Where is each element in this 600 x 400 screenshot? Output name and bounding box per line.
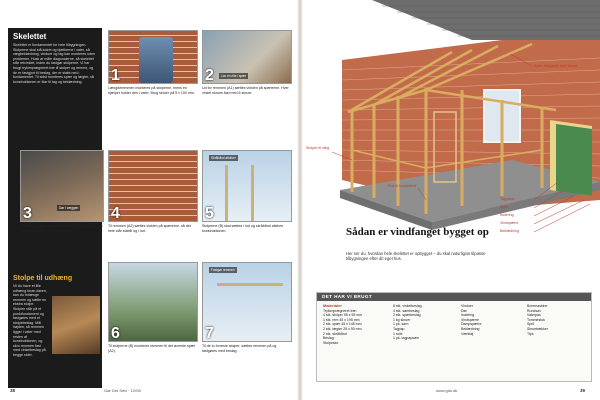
- materials-box-title: DET HAR VI BRUGT: [317, 293, 591, 301]
- worker-figure: [139, 37, 173, 83]
- step-number: 6: [111, 325, 120, 342]
- folio-text-left: Gør Det Selv · 12/08: [104, 388, 141, 393]
- materials-line: Skruetrækker: [527, 326, 549, 331]
- article-subhead: Her ser du, hvordan hele skelettet er opbygget – du skal naturligvis tilpasse tilbygningen efter dit eget hus.: [346, 251, 486, 262]
- materials-line: Tommestok: [527, 317, 545, 322]
- materials-line: 1 rulle: [393, 331, 403, 336]
- callout-rafter: Spær: [500, 205, 509, 209]
- step-photo-5: [202, 150, 292, 222]
- materials-line: Dør: [461, 308, 467, 313]
- materials-heading: Materialer: [323, 303, 342, 308]
- post: [225, 165, 228, 222]
- step-caption-2: [202, 86, 292, 95]
- caption-text: Til stolperne (B) monteres remmen til det øverste spær (A2).: [108, 344, 196, 353]
- callout-cladding: Beklædning: [500, 229, 519, 233]
- materials-line: Vindspærre: [461, 317, 480, 322]
- article-headline: Sådan er vindfanget bygget op: [346, 226, 489, 238]
- folio-url-right: www.gds.dk: [436, 388, 458, 393]
- caption-text: Ud for remmen (A1) sættes vinklen på spærerne. Hver vinkel skrues fast med 6 skruer.: [202, 86, 289, 95]
- step-number: 4: [111, 205, 120, 222]
- materials-line: Beslag:: [323, 336, 335, 341]
- materials-line: Trykimprægneret træ:: [323, 308, 357, 313]
- callout-insulation: Isolering: [500, 213, 514, 217]
- materials-line: Vinduer: [461, 304, 474, 308]
- step-number: 2: [205, 67, 214, 84]
- materials-line: 4 stk. sømbeslag: [393, 308, 420, 313]
- caption-text: Til remmen, lige under spærene, skrues remmen på stolperne med 5 x 80 mm skruer.: [20, 224, 103, 233]
- step-photo-7: [202, 262, 292, 342]
- photo-label: Skråbånd afstiver: [211, 156, 236, 160]
- materials-line: Tips: [527, 331, 534, 336]
- materials-line: Tagpap: [393, 326, 405, 331]
- caption-text: Til remmen (A2) sættes vinklen på spærerne, så det hele står stabilt og i lod.: [108, 224, 191, 233]
- step-caption-1: [108, 86, 198, 95]
- step-caption-7: [202, 344, 292, 353]
- materials-line: 2 stk. lægter 25 x 50 mm: [323, 326, 362, 331]
- materials-column-4: [527, 304, 589, 336]
- materials-line: Rundsav: [527, 308, 541, 313]
- caption-text: Til de to forreste stolper, sættes remmen på og fastgøres med beslag.: [202, 344, 277, 353]
- sidebar-title: Skelettet: [13, 32, 47, 41]
- materials-line: 2 stk. spærbeslag: [393, 313, 421, 318]
- materials-line: Dampspærre: [461, 322, 482, 327]
- materials-line: 4 stk. stolper 95 x 95 mm: [323, 313, 363, 318]
- materials-line: 1 stk. rem 45 x 195 mm: [323, 317, 360, 322]
- materials-line: 1 kg skruer: [393, 317, 411, 322]
- step-number: 1: [111, 67, 120, 84]
- step-number: 5: [205, 205, 214, 222]
- materials-line: Isolering: [461, 313, 475, 318]
- post: [251, 165, 254, 222]
- page-number-left: 38: [10, 388, 16, 393]
- step-photo-3: [20, 150, 104, 222]
- step-caption-3: [20, 224, 104, 233]
- beam: [217, 283, 283, 286]
- materials-line: Beklædning: [461, 326, 480, 331]
- step-caption-4: [108, 224, 198, 233]
- step-photo-2: [202, 30, 292, 84]
- materials-line: Boremaskine: [527, 304, 548, 308]
- wall-cladding: [556, 124, 592, 196]
- materials-line: 1 pk. søm: [393, 322, 409, 327]
- framing-illustration: [302, 0, 600, 252]
- sidebar-photo: [52, 296, 100, 354]
- materials-line: 2 stk. skråbånd: [323, 331, 347, 336]
- sidebar-body: Skelettet er fundamentet for hele tilbygningen. Stolperne skal stå lodret og bjælkerne i vater, så vægbeklædning, vinduer og tag kan monteres uden problemer. Husk at måle diagonalerne, så skelettet står retvinklet, inden du fastgør stolperne. Vi har brugt trykimprægneret træ til stolper og remme, og de er fastgjort til beslag, der er støbt ned i fundamentet. Til sidst monteres spær og lægter, så konstruktionen er klar til tag og beklædning.: [13, 43, 96, 84]
- step-caption-6: [108, 344, 198, 353]
- callout-foundation: Klar til fundament: [388, 184, 416, 188]
- materials-line: 8 stk. vinkelbeslag: [393, 304, 422, 308]
- materials-line: Vaterpas: [527, 313, 541, 318]
- photo-label: Lav en rille i spær: [221, 74, 247, 78]
- callout-wall-posts: Stolper til væg: [306, 146, 329, 150]
- step-photo-4: [108, 150, 198, 222]
- callout-rafter-screws: Spær fastgøres med skruer: [534, 64, 578, 68]
- materials-column-3: [461, 304, 523, 336]
- callout-wind-barrier: Vindspærre: [500, 221, 519, 225]
- step-caption-5: [202, 224, 292, 233]
- materials-line: Sprit: [527, 322, 535, 327]
- step-number: 7: [205, 325, 214, 342]
- step-photo-6: [108, 262, 198, 342]
- materials-column-2: [393, 304, 455, 341]
- caption-text: Længderemmen monteres på stolperne, mens en hjælper holder den i vater. Brug skruer på 5 x 100 mm.: [108, 86, 195, 95]
- page-number-right: 39: [580, 388, 586, 393]
- caption-text: Stolperne (B) skal sættes i lod og skråbånd afstiver konstruktionen.: [202, 224, 284, 233]
- sidebar-subtitle: Stolpe til udhæng: [13, 275, 73, 282]
- callout-roof: Tagplade: [500, 197, 515, 201]
- step-number: 3: [23, 205, 32, 222]
- materials-line: 1 pk. tagpapsøm: [393, 336, 420, 341]
- materials-line: Stolpesko: [323, 340, 339, 345]
- materials-box: [316, 292, 592, 382]
- photo-label: Dør i væggen: [59, 206, 79, 210]
- step-photo-1: [108, 30, 198, 84]
- sidebar-sub-body: Vil du have et lille udhæng foran døren, kan du forlænge remmen og sætte en ekstra stolpe. Stolpen står på et punktfundament og fastgøres med et stolpebeslag. Mål højden, så remmen ligger i vater med resten af konstruktionen, og skru remmen fast med vinkelbeslag på begge sider.: [13, 284, 47, 357]
- materials-line: 2 stk. spær 45 x 145 mm: [323, 322, 362, 327]
- materials-column-1: [323, 304, 387, 345]
- materials-line: Værktøj: [461, 331, 474, 336]
- photo-label: Fastgør remmen: [211, 268, 235, 272]
